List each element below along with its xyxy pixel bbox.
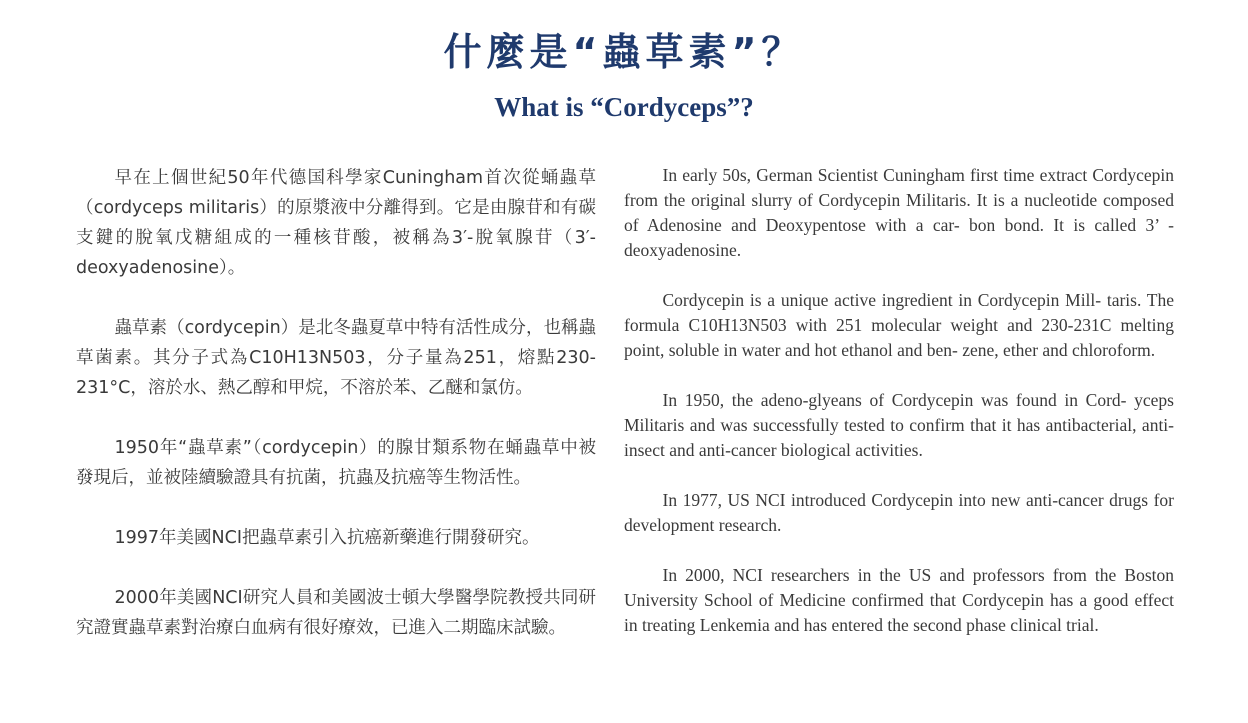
english-paragraph: In 1977, US NCI introduced Cordycepin into new anti-cancer drugs for development research. bbox=[624, 490, 1174, 535]
english-paragraph: In 2000, NCI researchers in the US and professors from the Boston University School of Medicine confirmed that Cordycepin has a good effect in treating Lenkemia and has entered the second phase clinical trial. bbox=[624, 565, 1174, 635]
title-english: What is “Cordyceps”? bbox=[494, 92, 754, 122]
english-paragraph: Cordycepin is a unique active ingredient in Cordycepin Mill- taris. The formula C10H13N503 with 251 molecular weight and 230-231C melting point, soluble in water and hot ethanol and ben- zene, ether and chloroform. bbox=[624, 290, 1174, 360]
chinese-column bbox=[76, 163, 596, 643]
chinese-paragraph: 早在上個世紀50年代德国科學家Cuningham首次從蛹蟲草（cordyceps militaris）的原漿液中分離得到。它是由腺苷和有碳支鍵的脫氧戊糖組成的一種核苷酸，被稱為3′-脫氧腺苷（3′-deoxyadenosine）。 bbox=[76, 168, 596, 278]
english-paragraph: In 1950, the adeno-glyeans of Cordycepin was found in Cord- yceps Militaris and was successfully tested to confirm that it has antibacterial, anti-insect and anti-cancer biological activities. bbox=[624, 390, 1174, 460]
chinese-paragraph: 2000年美國NCI研究人員和美國波士頓大學醫學院教授共同研究證實蟲草素對治療白血病有很好療效，已進入二期臨床試驗。 bbox=[76, 588, 596, 638]
title-chinese: 什麼是“蟲草素”？ bbox=[443, 30, 805, 74]
english-paragraph: In early 50s, German Scientist Cuningham first time extract Cordycepin from the original slurry of Cordycepin Militaris. It is a nucleotide composed of Adenosine and Deoxypentose with a car- bon bond. It is called 3’ -deoxyadenosine. bbox=[624, 165, 1174, 260]
english-column bbox=[624, 163, 1174, 638]
chinese-paragraph: 1997年美國NCI把蟲草素引入抗癌新藥進行開發研究。 bbox=[114, 528, 540, 548]
chinese-paragraph: 1950年“蟲草素”（cordycepin）的腺甘類系物在蛹蟲草中被發現后，並被陸續驗證具有抗菌，抗蟲及抗癌等生物活性。 bbox=[76, 438, 596, 488]
chinese-paragraph: 蟲草素（cordycepin）是北冬蟲夏草中特有活性成分，也稱蟲草菌素。其分子式為C10H13N503，分子量為251，熔點230-231°C，溶於水、熱乙醇和甲烷，不溶於苯、乙醚和氯仿。 bbox=[76, 318, 596, 398]
